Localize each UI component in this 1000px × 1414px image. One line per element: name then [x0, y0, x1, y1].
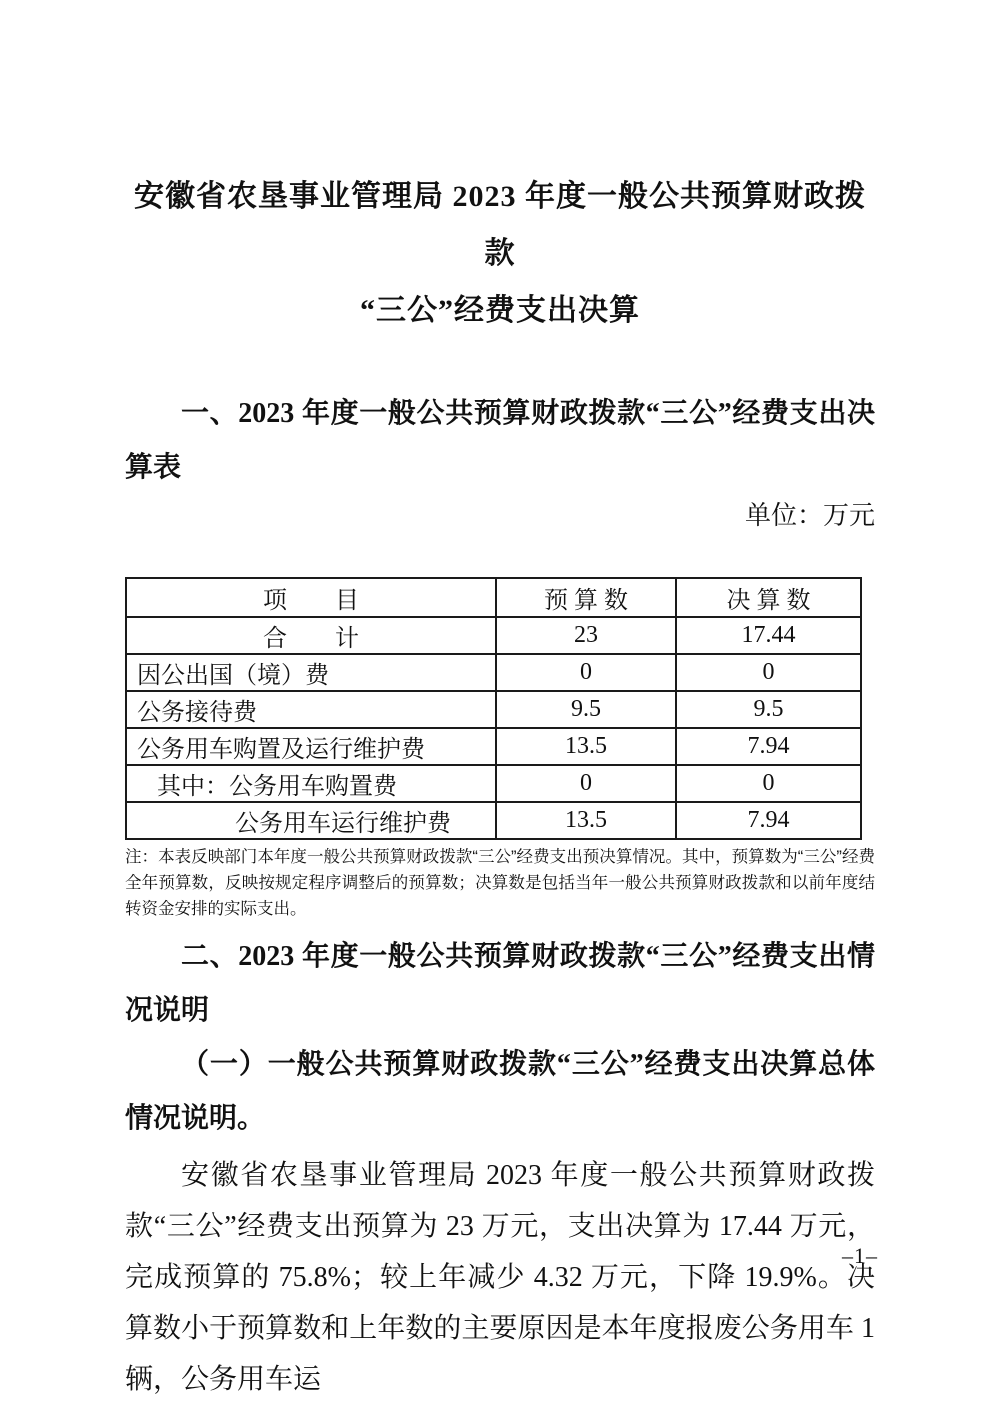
row-item: 其中：公务用车购置费	[126, 765, 496, 802]
row-budget: 9.5	[496, 691, 676, 728]
row-final: 9.5	[676, 691, 861, 728]
col-header-budget: 预 算 数	[496, 578, 676, 617]
row-budget: 13.5	[496, 728, 676, 765]
table-header-row	[126, 578, 861, 617]
row-item: 因公出国（境）费	[126, 654, 496, 691]
subsection1-heading: （一）一般公共预算财政拨款“三公”经费支出决算总体情况说明。	[125, 1049, 875, 1134]
table-row-vehicle-purchase	[126, 765, 861, 802]
row-item: 公务用车购置及运行维护费	[126, 728, 496, 765]
page-number: –1–	[842, 1243, 878, 1268]
row-final: 7.94	[676, 728, 861, 765]
document-title	[125, 0, 875, 339]
row-final: 0	[676, 765, 861, 802]
row-budget: 13.5	[496, 802, 676, 839]
table-row-vehicle-total	[126, 728, 861, 765]
section2-paragraph1: 安徽省农垦事业管理局 2023 年度一般公共预算财政拨款“三公”经费支出预算为 23 万元，支出决算为 17.44 万元，完成预算的 75.8%；较上年减少 4.32 万元，下降 19.9%。决算数小于预算数和上年数的主要原因是本年度报废公务用车 1 辆，公务用车运	[125, 1160, 875, 1395]
section2-heading: 二、2023 年度一般公共预算财政拨款“三公”经费支出情况说明	[125, 941, 875, 1026]
row-budget: 0	[496, 654, 676, 691]
table-row-abroad	[126, 654, 861, 691]
row-item: 公务用车运行维护费	[126, 802, 496, 839]
row-budget: 23	[496, 617, 676, 654]
document-title-line2: “三公”经费支出决算	[360, 294, 640, 327]
table-row-total	[126, 617, 861, 654]
row-item: 合 计	[126, 617, 496, 654]
table-row-vehicle-operation	[126, 802, 861, 839]
row-final: 17.44	[676, 617, 861, 654]
row-final: 0	[676, 654, 861, 691]
table-row-reception	[126, 691, 861, 728]
row-item: 公务接待费	[126, 691, 496, 728]
table-note: 注：本表反映部门本年度一般公共预算财政拨款“三公”经费支出预决算情况。其中，预算数为“三公”经费全年预算数，反映按规定程序调整后的预算数；决算数是包括当年一般公共预算财政拨款和以前年度结转资金安排的实际支出。	[125, 848, 875, 918]
page-content	[125, 0, 875, 1405]
col-header-item: 项 目	[126, 578, 496, 617]
unit-label: 单位：万元	[744, 501, 875, 530]
document-title-line1: 安徽省农垦事业管理局 2023 年度一般公共预算财政拨款	[134, 180, 866, 270]
row-budget: 0	[496, 765, 676, 802]
three-public-expense-table	[125, 577, 862, 840]
row-final: 7.94	[676, 802, 861, 839]
col-header-final: 决 算 数	[676, 578, 861, 617]
section1-heading: 一、2023 年度一般公共预算财政拨款“三公”经费支出决算表	[125, 398, 875, 483]
